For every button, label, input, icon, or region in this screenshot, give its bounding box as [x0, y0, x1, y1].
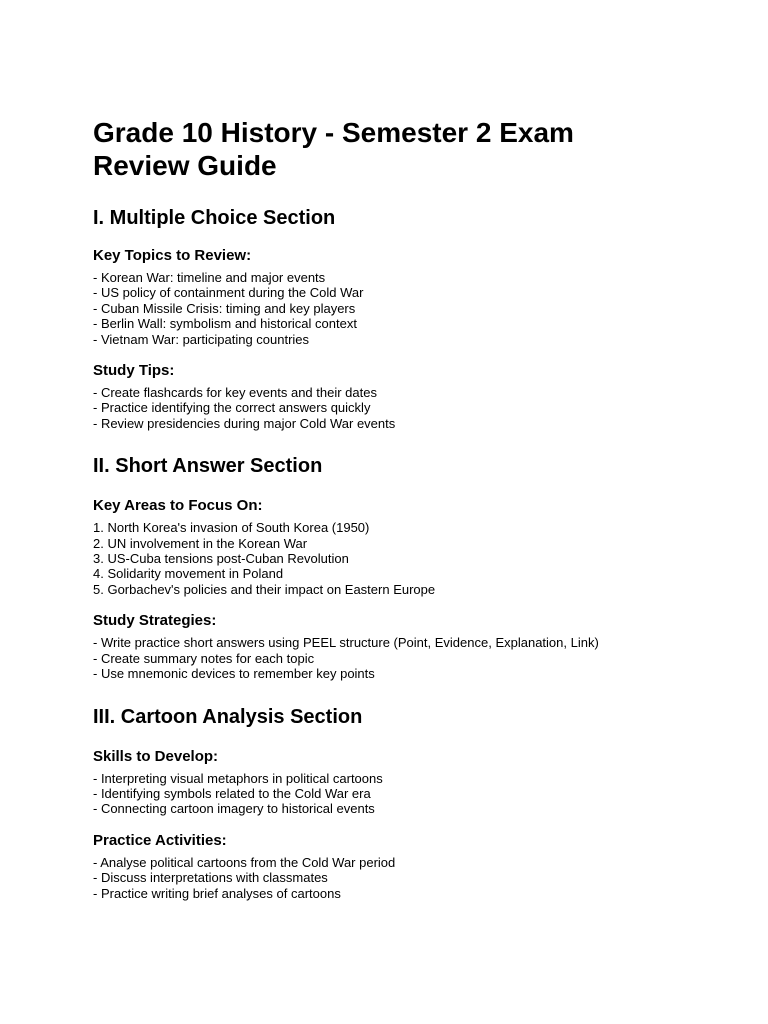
tips-list — [93, 385, 708, 431]
list-item: - Vietnam War: participating countries — [93, 331, 310, 347]
subsection-heading: Key Areas to Focus On: — [93, 497, 263, 515]
list-item: - Analyse political cartoons from the Cold War period — [93, 854, 396, 870]
list-item: - Write practice short answers using PEEL structure (Point, Evidence, Explanation, Link) — [93, 635, 599, 651]
list-item: - Use mnemonic devices to remember key points — [93, 666, 375, 682]
list-item: - Practice identifying the correct answers quickly — [93, 400, 371, 416]
subsection-study-strategies — [93, 612, 708, 681]
subsection-practice-activities — [93, 832, 708, 901]
activities-list — [93, 855, 708, 901]
strategies-list — [93, 635, 708, 681]
list-item: 2. UN involvement in the Korean War — [93, 535, 308, 551]
subsection-heading: Practice Activities: — [93, 831, 227, 849]
list-item: - Berlin Wall: symbolism and historical context — [93, 316, 357, 332]
subsection-study-tips — [93, 362, 708, 431]
focus-list — [93, 520, 708, 597]
list-item: - Korean War: timeline and major events — [93, 270, 326, 285]
subsection-key-topics — [93, 247, 708, 347]
section-heading: III. Cartoon Analysis Section — [93, 705, 363, 728]
list-item: 4. Solidarity movement in Poland — [93, 566, 284, 582]
list-item: - Discuss interpretations with classmates — [93, 870, 328, 886]
list-item: - Create flashcards for key events and their dates — [93, 385, 377, 401]
list-item: - Connecting cartoon imagery to historical events — [93, 801, 375, 817]
list-item: 3. US-Cuba tensions post-Cuban Revolution — [93, 551, 349, 567]
subsection-heading: Key Topics to Review: — [93, 247, 252, 264]
section-short-answer — [93, 454, 708, 681]
section-cartoon-analysis — [93, 705, 708, 901]
subsection-skills — [93, 748, 708, 817]
list-item: - US policy of containment during the Cold War — [93, 285, 364, 301]
list-item: - Practice writing brief analyses of cartoons — [93, 885, 341, 901]
skills-list — [93, 771, 708, 817]
list-item: - Cuban Missile Crisis: timing and key players — [93, 300, 356, 316]
list-item: 1. North Korea's invasion of South Korea (1950) — [93, 520, 370, 536]
list-item: - Review presidencies during major Cold War events — [93, 415, 396, 431]
subsection-heading: Study Strategies: — [93, 612, 217, 630]
subsection-heading: Study Tips: — [93, 362, 175, 380]
list-item: - Create summary notes for each topic — [93, 650, 315, 666]
subsection-key-areas — [93, 497, 708, 597]
subsection-heading: Skills to Develop: — [93, 747, 219, 765]
section-heading: II. Short Answer Section — [93, 455, 323, 478]
section-heading: I. Multiple Choice Section — [93, 207, 336, 229]
list-item: - Interpreting visual metaphors in political cartoons — [93, 770, 383, 786]
page-title: Grade 10 History - Semester 2 Exam Review Guide — [93, 117, 574, 181]
list-item: 5. Gorbachev's policies and their impact on Eastern Europe — [93, 581, 436, 597]
topic-list — [93, 270, 708, 347]
list-item: - Identifying symbols related to the Cold War era — [93, 785, 371, 801]
section-multiple-choice — [93, 206, 708, 431]
